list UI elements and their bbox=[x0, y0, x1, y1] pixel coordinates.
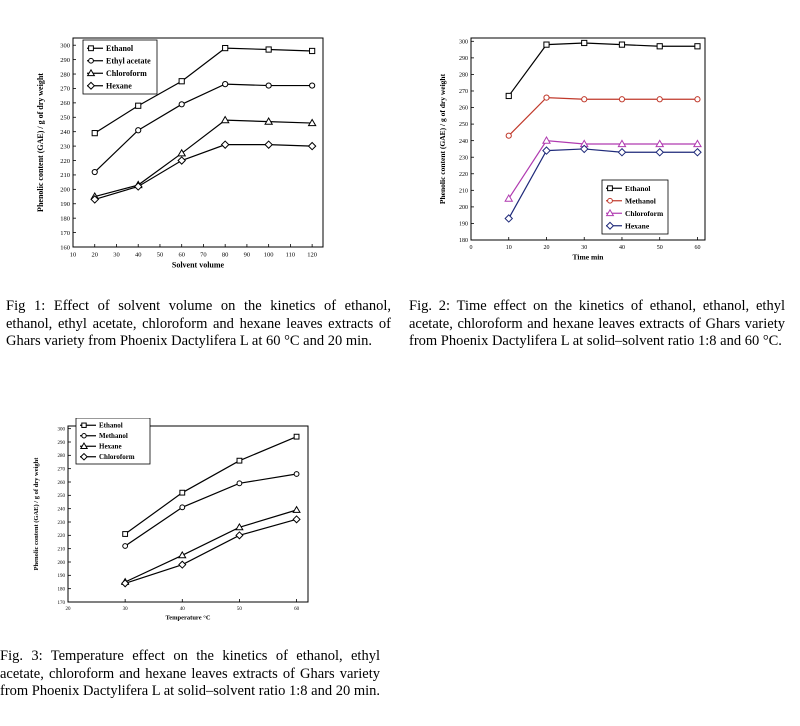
legend-label: Methanol bbox=[99, 432, 128, 441]
series-2 bbox=[92, 82, 315, 175]
y-axis-label: Phenolic content (GAE) / g of dry weight bbox=[36, 73, 45, 212]
data-point bbox=[310, 48, 315, 53]
x-tick-label: 70 bbox=[200, 251, 207, 259]
data-point bbox=[237, 481, 242, 486]
x-tick-label: 30 bbox=[113, 251, 120, 259]
data-point bbox=[223, 82, 228, 87]
legend-label: Ethanol bbox=[99, 421, 123, 430]
y-tick-label: 280 bbox=[57, 454, 65, 460]
data-point bbox=[656, 149, 663, 156]
y-tick-label: 230 bbox=[459, 155, 468, 162]
y-tick-label: 180 bbox=[60, 215, 70, 223]
data-point bbox=[92, 169, 97, 174]
data-point bbox=[294, 472, 299, 477]
y-tick-label: 190 bbox=[60, 201, 70, 209]
x-tick-label: 20 bbox=[65, 607, 71, 612]
figure-2-chart bbox=[437, 30, 712, 275]
legend-label: Hexane bbox=[625, 221, 650, 231]
y-tick-label: 240 bbox=[60, 128, 70, 136]
chart-2-svg bbox=[437, 30, 712, 275]
data-point bbox=[309, 143, 316, 150]
data-point bbox=[543, 147, 550, 154]
y-tick-label: 300 bbox=[60, 42, 70, 50]
y-axis-label: Phenolic content (GAE) / g of dry weight bbox=[33, 457, 40, 571]
figure-1-caption: Fig 1: Effect of solvent volume on the kinetics of ethanol, ethanol, ethyl acetate, chloroform and hexane leaves extracts of Ghars variety from Phoenix Dactylifera L at 60 °C and 20 min. bbox=[6, 298, 391, 349]
series-line bbox=[125, 510, 296, 582]
x-tick-label: 60 bbox=[694, 245, 701, 251]
data-point bbox=[657, 97, 662, 102]
y-tick-label: 160 bbox=[60, 244, 70, 252]
plot-frame bbox=[471, 38, 705, 240]
x-axis-label: Temperature °C bbox=[165, 614, 211, 622]
series-line bbox=[95, 145, 312, 200]
data-point bbox=[222, 141, 229, 148]
figure-3-chart bbox=[30, 418, 315, 640]
y-tick-label: 170 bbox=[57, 600, 65, 606]
data-point bbox=[136, 103, 141, 108]
legend bbox=[76, 418, 150, 464]
legend-label: Ethyl acetate bbox=[106, 56, 151, 66]
x-tick-label: 40 bbox=[134, 251, 142, 259]
y-tick-label: 250 bbox=[459, 122, 468, 129]
y-tick-label: 250 bbox=[60, 114, 70, 122]
y-tick-label: 270 bbox=[57, 467, 65, 473]
x-tick-label: 80 bbox=[221, 251, 229, 259]
y-tick-label: 210 bbox=[459, 188, 468, 195]
data-point bbox=[135, 183, 142, 190]
data-point bbox=[123, 532, 128, 537]
y-tick-label: 260 bbox=[459, 105, 468, 112]
legend-label: Chloroform bbox=[106, 69, 147, 79]
y-tick-label: 260 bbox=[60, 100, 70, 108]
data-point bbox=[136, 128, 141, 133]
y-tick-label: 180 bbox=[459, 238, 468, 245]
legend-marker bbox=[89, 46, 94, 51]
y-tick-label: 270 bbox=[459, 89, 468, 96]
x-tick-label: 110 bbox=[285, 251, 296, 259]
y-tick-label: 200 bbox=[459, 204, 468, 211]
data-point bbox=[293, 516, 300, 523]
series-line bbox=[125, 437, 296, 534]
chart-3-svg bbox=[30, 418, 315, 640]
y-tick-label: 240 bbox=[57, 507, 65, 513]
y-tick-label: 200 bbox=[57, 560, 65, 566]
series-line bbox=[95, 81, 312, 172]
data-point bbox=[506, 133, 511, 138]
x-tick-label: 50 bbox=[236, 607, 242, 612]
y-tick-label: 220 bbox=[57, 534, 65, 540]
legend-marker bbox=[608, 186, 613, 191]
data-point bbox=[310, 83, 315, 88]
y-tick-label: 300 bbox=[459, 39, 468, 46]
data-point bbox=[293, 507, 300, 513]
x-tick-label: 100 bbox=[263, 251, 274, 259]
legend-marker bbox=[608, 198, 613, 203]
y-tick-label: 280 bbox=[60, 71, 70, 79]
series-line bbox=[125, 474, 296, 546]
y-tick-label: 280 bbox=[459, 72, 468, 79]
x-tick-label: 40 bbox=[179, 607, 185, 612]
data-point bbox=[657, 44, 662, 49]
legend-label: Methanol bbox=[625, 196, 656, 206]
x-tick-label: 50 bbox=[656, 245, 663, 251]
x-tick-label: 20 bbox=[543, 245, 550, 251]
series-4 bbox=[91, 141, 316, 203]
y-tick-label: 260 bbox=[57, 480, 65, 486]
y-tick-label: 190 bbox=[57, 574, 65, 580]
data-point bbox=[180, 490, 185, 495]
y-tick-label: 230 bbox=[57, 520, 65, 526]
data-point bbox=[265, 141, 272, 148]
y-tick-label: 180 bbox=[57, 587, 65, 593]
legend bbox=[602, 180, 668, 234]
data-point bbox=[178, 157, 185, 164]
x-tick-label: 10 bbox=[505, 245, 512, 251]
legend-label: Hexane bbox=[106, 81, 132, 91]
series-3 bbox=[91, 117, 316, 200]
data-point bbox=[123, 544, 128, 549]
y-axis-label: Phenolic content (GAE) / g of dry weight bbox=[438, 73, 447, 205]
x-tick-label: 50 bbox=[156, 251, 164, 259]
data-point bbox=[505, 215, 512, 222]
series-2 bbox=[506, 95, 700, 138]
y-tick-label: 250 bbox=[57, 494, 65, 500]
legend-marker bbox=[82, 423, 86, 427]
y-tick-label: 210 bbox=[57, 547, 65, 553]
y-tick-label: 190 bbox=[459, 221, 468, 228]
x-tick-label: 90 bbox=[243, 251, 251, 259]
data-point bbox=[695, 44, 700, 49]
legend-label: Ethanol bbox=[106, 44, 134, 54]
series-4 bbox=[122, 516, 300, 587]
data-point bbox=[236, 532, 243, 539]
series-line bbox=[509, 43, 698, 96]
legend-label: Chloroform bbox=[625, 208, 664, 218]
data-point bbox=[92, 131, 97, 136]
y-tick-label: 200 bbox=[60, 186, 70, 194]
data-point bbox=[180, 505, 185, 510]
series-2 bbox=[123, 472, 299, 549]
x-tick-label: 30 bbox=[581, 245, 588, 251]
data-point bbox=[506, 93, 511, 98]
data-point bbox=[179, 79, 184, 84]
data-point bbox=[543, 137, 550, 143]
y-tick-label: 290 bbox=[60, 56, 70, 64]
y-tick-label: 290 bbox=[459, 55, 468, 62]
data-point bbox=[266, 47, 271, 52]
x-tick-label: 60 bbox=[294, 607, 300, 612]
x-tick-label: 30 bbox=[122, 607, 128, 612]
legend-label: Ethanol bbox=[625, 183, 651, 193]
data-point bbox=[618, 149, 625, 156]
data-point bbox=[266, 83, 271, 88]
y-tick-label: 240 bbox=[459, 138, 468, 145]
data-point bbox=[544, 95, 549, 100]
series-line bbox=[509, 98, 698, 136]
y-tick-label: 300 bbox=[57, 427, 65, 433]
data-point bbox=[179, 102, 184, 107]
y-tick-label: 220 bbox=[60, 157, 70, 165]
figure-1-chart bbox=[35, 30, 335, 285]
x-tick-label: 0 bbox=[469, 245, 473, 251]
data-point bbox=[294, 434, 299, 439]
series-3 bbox=[122, 507, 300, 585]
data-point bbox=[619, 42, 624, 47]
figure-3-caption: Fig. 3: Temperature effect on the kinetics of ethanol, ethyl acetate, chloroform and hexane leaves extracts of Ghars variety from Phoenix Dactylifera L at solid–solvent ratio 1:8 and 20 min. bbox=[0, 648, 381, 699]
x-tick-label: 40 bbox=[618, 245, 625, 251]
data-point bbox=[237, 458, 242, 463]
y-tick-label: 290 bbox=[57, 440, 65, 446]
figure-2-caption: Fig. 2: Time effect on the kinetics of ethanol, ethanol, ethyl acetate, chloroform and hexane leaves extracts of Ghars variety from Phoenix Dactylifera L at solid–solvent ratio 1:8 and 60 °C. bbox=[409, 298, 785, 349]
series-1 bbox=[506, 40, 700, 98]
x-tick-label: 60 bbox=[178, 251, 185, 259]
series-line bbox=[95, 120, 312, 196]
y-tick-label: 170 bbox=[60, 229, 70, 237]
x-tick-label: 20 bbox=[91, 251, 98, 259]
legend-label: Chloroform bbox=[99, 453, 135, 462]
x-axis-label: Solvent volume bbox=[171, 260, 225, 270]
y-tick-label: 230 bbox=[60, 143, 70, 151]
legend-marker bbox=[89, 58, 94, 63]
y-tick-label: 220 bbox=[459, 171, 468, 178]
data-point bbox=[505, 195, 512, 201]
x-axis-label: Time min bbox=[572, 252, 604, 262]
data-point bbox=[695, 97, 700, 102]
data-point bbox=[582, 97, 587, 102]
x-tick-label: 120 bbox=[307, 251, 318, 259]
data-point bbox=[544, 42, 549, 47]
legend bbox=[83, 40, 157, 94]
y-tick-label: 210 bbox=[60, 172, 70, 180]
x-tick-label: 10 bbox=[69, 251, 77, 259]
data-point bbox=[694, 149, 701, 156]
y-tick-label: 270 bbox=[60, 85, 70, 93]
legend-marker bbox=[82, 434, 86, 438]
legend-label: Hexane bbox=[99, 442, 122, 451]
data-point bbox=[179, 561, 186, 568]
data-point bbox=[223, 45, 228, 50]
data-point bbox=[619, 97, 624, 102]
data-point bbox=[582, 40, 587, 45]
chart-1-svg bbox=[35, 30, 335, 285]
